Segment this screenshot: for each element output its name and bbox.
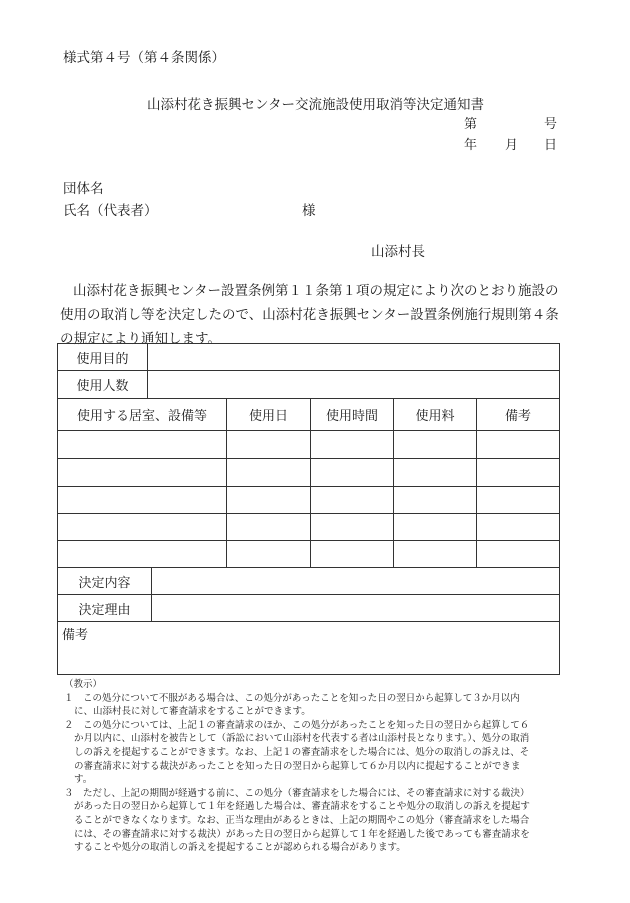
note-3-line: ることができなくなります。なお、正当な理由があるときは、上記の期間やこの処分（審査請求をした場合 xyxy=(74,814,530,826)
header-use-time: 使用時間 xyxy=(325,409,378,424)
note-2-line: か月以内に、山添村を被告として（訴訟において山添村を代表する者は山添村長となります。）、処分の取消 xyxy=(74,733,530,745)
body-line: 使用の取消し等を決定したので、山添村花き振興センター設置条例施行規則第４条 xyxy=(60,307,559,323)
note-2-line: しの訴えを提起することができます。なお、上記１の審査請求をした場合には、処分の取消しの訴えは、そ xyxy=(74,746,530,758)
notes-section xyxy=(64,678,564,855)
note-3-line: には、その審査請求に対する裁決）があった日の翌日から起算して１年を経過した後であっても審査請求を xyxy=(74,828,530,840)
note-number: ３ xyxy=(64,787,74,799)
note-text: ただし、上記の期間が経過する前に、この処分（審査請求をした場合には、その審査請求に対する裁決） xyxy=(83,787,530,799)
note-number: １ xyxy=(64,692,74,704)
note-3-line: があった日の翌日から起算して１年を経過した場合は、審査請求をすることや処分の取消しの訴えを提起す xyxy=(74,801,530,813)
note-2-line xyxy=(64,719,564,733)
note-1-line xyxy=(64,692,564,706)
honorific: 様 xyxy=(302,203,316,219)
document-title: 山添村花き振興センター交流施設使用取消等決定通知書 xyxy=(147,97,484,113)
note-1-line: に、山添村長に対して審査請求をすることができます。 xyxy=(74,706,311,718)
header-facilities: 使用する居室、設備等 xyxy=(76,409,207,424)
notes-heading: （教示） xyxy=(64,679,103,690)
date-month: 月 xyxy=(505,138,519,153)
header-use-date: 使用日 xyxy=(248,409,288,424)
header-fee: 使用料 xyxy=(415,409,455,424)
purpose-label: 使用目的 xyxy=(76,352,129,367)
name-label: 氏名（代表者） xyxy=(63,203,158,219)
note-3-line: することや処分の取消しの訴えを提起することが認められる場合があります。 xyxy=(74,842,406,854)
header-remarks: 備考 xyxy=(504,409,531,424)
note-3-line xyxy=(64,787,564,801)
people-label: 使用人数 xyxy=(76,379,129,394)
org-label: 団体名 xyxy=(63,181,104,197)
note-text: この処分について不服がある場合は、この処分があったことを知った日の翌日から起算して３か月以内 xyxy=(83,692,520,704)
date-year: 年 xyxy=(464,138,478,153)
remarks-label: 備考 xyxy=(62,628,89,643)
body-line: 山添村花き振興センター設置条例第１１条第１項の規定により次のとおり施設の xyxy=(73,283,559,299)
body-line: の規定により通知します。 xyxy=(60,331,221,347)
doc-number-dai: 第 xyxy=(464,117,478,132)
note-text: この処分については、上記１の審査請求のほか、この処分があったことを知った日の翌日から起算して６ xyxy=(83,719,530,731)
doc-number-go: 号 xyxy=(544,117,558,132)
issuer: 山添村長 xyxy=(371,244,425,260)
note-2-line: す。 xyxy=(74,774,93,786)
note-number: ２ xyxy=(64,719,74,731)
form-number: 様式第４号（第４条関係） xyxy=(63,50,225,66)
reason-label: 決定理由 xyxy=(78,602,131,618)
note-2-line: の審査請求に対する裁決があったことを知った日の翌日から起算して６か月以内に提起することができま xyxy=(74,760,521,772)
date-day: 日 xyxy=(544,138,558,153)
decision-label: 決定内容 xyxy=(78,575,131,591)
